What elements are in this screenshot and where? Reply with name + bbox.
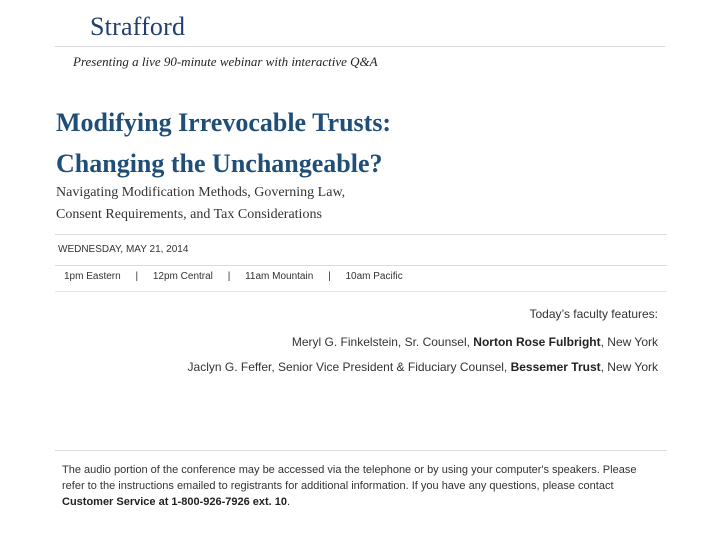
times-divider: [55, 291, 667, 292]
audio-instructions-text: The audio portion of the conference may be accessed via the telephone or by using your computer's speakers. Please refer to the instructions emailed to registrants for additional information. If you have any questions, please contact: [62, 464, 637, 492]
time-central: 12pm Central: [152, 271, 213, 282]
title-line-2: Changing the Unchangeable?: [56, 149, 383, 178]
webinar-date: WEDNESDAY, MAY 21, 2014: [58, 244, 189, 255]
faculty-heading: Today’s faculty features:: [529, 307, 658, 321]
faculty-member-2: [188, 360, 658, 374]
faculty-firm: Bessemer Trust: [510, 360, 601, 374]
header-divider: [55, 46, 665, 47]
faculty-member-1: [292, 335, 658, 349]
faculty-name-title: Meryl G. Finkelstein, Sr. Counsel,: [291, 335, 474, 349]
customer-service-contact: Customer Service at 1-800-926-7926 ext. 10: [62, 496, 288, 508]
time-separator: |: [227, 271, 231, 282]
faculty-firm: Norton Rose Fulbright: [473, 335, 601, 349]
footer-divider: [55, 450, 667, 451]
time-zones: [64, 271, 403, 282]
time-separator: |: [135, 271, 139, 282]
subtitle-line-1: Navigating Modification Methods, Governing Law,: [56, 185, 346, 200]
faculty-location: , New York: [600, 360, 658, 374]
time-pacific: 10am Pacific: [345, 271, 403, 282]
faculty-location: , New York: [600, 335, 658, 349]
strafford-logo: Strafford: [90, 12, 186, 41]
webinar-tagline: Presenting a live 90-minute webinar with interactive Q&A: [73, 54, 378, 69]
audio-instructions: [62, 462, 662, 510]
time-separator: |: [328, 271, 331, 282]
title-line-1: Modifying Irrevocable Trusts:: [56, 108, 392, 137]
footer-period: .: [287, 496, 291, 508]
time-mountain: 11am Mountain: [245, 271, 314, 282]
time-eastern: 1pm Eastern: [64, 271, 121, 282]
faculty-name-title: Jaclyn G. Feffer, Senior Vice President & Fiduciary Counsel,: [187, 360, 511, 374]
subtitle-line-2: Consent Requirements, and Tax Considerations: [56, 207, 322, 222]
